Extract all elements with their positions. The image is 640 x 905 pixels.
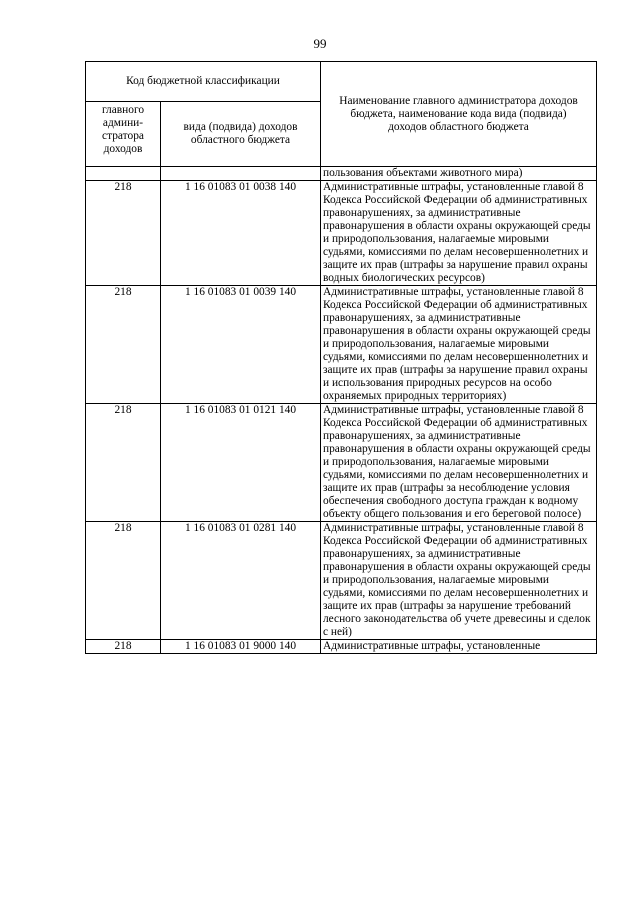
- admin-code-cell: 218: [86, 640, 161, 654]
- page-number: 99: [313, 36, 327, 51]
- admin-code-cell: 218: [86, 404, 161, 522]
- description-cell: Административные штрафы, установленные главой 8 Кодекса Российской Федерации об административных правонарушениях, за административные правонарушения в области охраны окружающей среды и природопользования, налагаемые мировыми судьями, комиссиями по делам несовершеннолетних и защите их прав (штрафы за нарушение требований лесного законодательства об учете древесины и сделок с ней): [321, 522, 597, 640]
- continuation-admin-cell: [86, 167, 161, 181]
- admin-code-cell: 218: [86, 181, 161, 286]
- continuation-text: пользования объектами животного мира): [321, 167, 597, 181]
- continuation-code-cell: [161, 167, 321, 181]
- table-row: [86, 181, 597, 286]
- description-cell: Административные штрафы, установленные главой 8 Кодекса Российской Федерации об административных правонарушениях, за административные правонарушения в области охраны окружающей среды и природопользования, налагаемые мировыми судьями, комиссиями по делам несовершеннолетних и защите их прав (штрафы за нарушение правил охраны водных биологических ресурсов): [321, 181, 597, 286]
- budget-classification-table: [85, 61, 597, 654]
- table-row: [86, 640, 597, 654]
- income-code-cell: 1 16 01083 01 0121 140: [161, 404, 321, 522]
- table-row: [86, 522, 597, 640]
- income-code-cell: 1 16 01083 01 9000 140: [161, 640, 321, 654]
- admin-code-cell: 218: [86, 286, 161, 404]
- description-cell: Административные штрафы, установленные главой 8 Кодекса Российской Федерации об административных правонарушениях, за административные правонарушения в области охраны окружающей среды и природопользования, налагаемые мировыми судьями, комиссиями по делам несовершеннолетних и защите их прав (штрафы за нарушение правил охраны и использования природных ресурсов на особо охраняемых природных территориях): [321, 286, 597, 404]
- income-code-cell: 1 16 01083 01 0281 140: [161, 522, 321, 640]
- income-code-cell: 1 16 01083 01 0039 140: [161, 286, 321, 404]
- income-column-header: вида (подвида) доходов областного бюджета: [161, 102, 321, 167]
- table-row: [86, 286, 597, 404]
- table-row: [86, 404, 597, 522]
- admin-code-cell: 218: [86, 522, 161, 640]
- name-column-header: Наименование главного администратора доходов бюджета, наименование кода вида (подвида) доходов областного бюджета: [321, 62, 597, 167]
- description-cell: Административные штрафы, установленные: [321, 640, 597, 654]
- code-group-header: Код бюджетной классификации: [86, 62, 321, 102]
- admin-column-header: главного админи-стратора доходов: [86, 102, 161, 167]
- description-cell: Административные штрафы, установленные главой 8 Кодекса Российской Федерации об административных правонарушениях, за административные правонарушения в области охраны окружающей среды и природопользования, налагаемые мировыми судьями, комиссиями по делам несовершеннолетних и защите их прав (штрафы за несоблюдение условия обеспечения свободного доступа граждан к водному объекту общего пользования и его береговой полосе): [321, 404, 597, 522]
- continuation-row: [86, 167, 597, 181]
- income-code-cell: 1 16 01083 01 0038 140: [161, 181, 321, 286]
